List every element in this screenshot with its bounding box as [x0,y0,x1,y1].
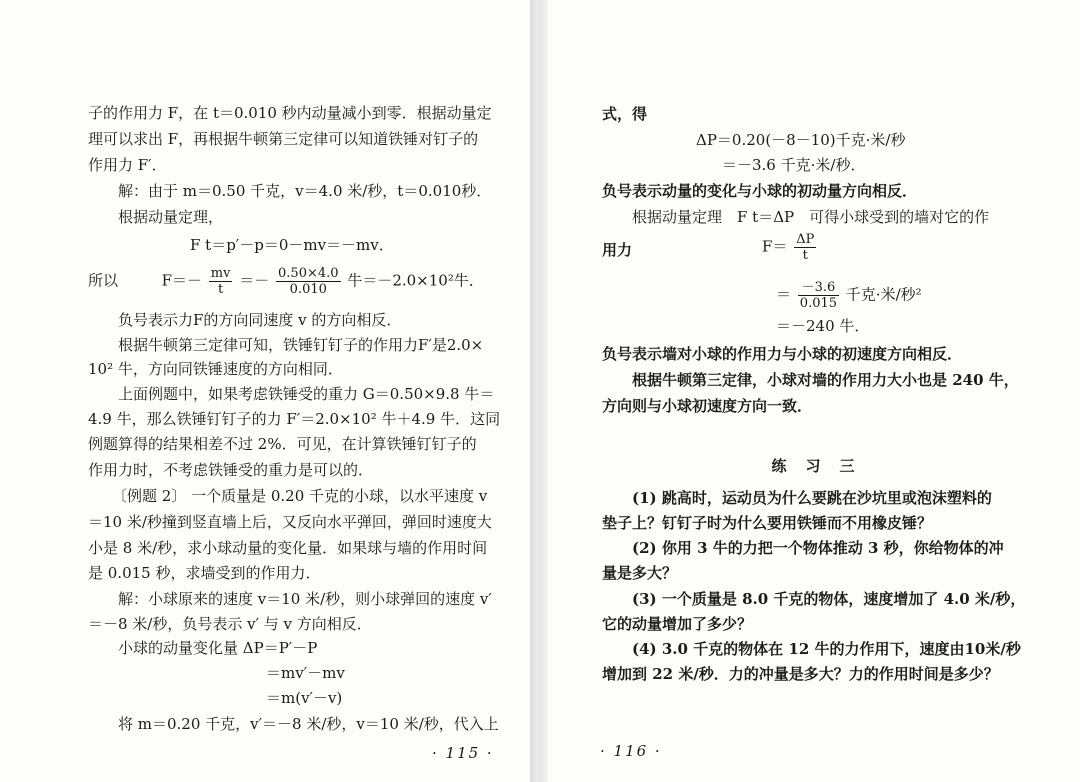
text-line: ＝－8 米/秒，负号表示 v′ 与 v 方向相反． [88,615,372,633]
formula-F-value [776,280,922,311]
text-line: 〔例题 2〕 一个质量是 0.20 千克的小球，以水平速度 v [112,487,488,505]
denominator: 0.015 [799,296,838,311]
text-line: 例题算得的结果相差不过 2%．可见，在计算铁锤钉钉子的 [88,435,477,453]
page-number: · 115 · [432,744,494,762]
formula-prefix: 所以 [88,271,119,290]
exercise-line: (4) 3.0 千克的物体在 12 牛的力作用下，速度由10米/秒 [632,640,1021,658]
denominator: 0.010 [289,282,327,297]
text-line: 子的作用力 F，在 t＝0.010 秒内动量减小到零．根据动量定 [88,104,492,122]
text-line: 负号表示力F的方向同速度 v 的方向相反． [118,311,402,329]
text-line: 式，得 [602,105,648,123]
page-number: · 116 · [600,742,662,760]
text-line: 根据动量定理， [118,208,224,226]
text-line: 方向则与小球初速度方向一致． [602,397,813,415]
denominator: t [802,248,808,263]
text-line: 将 m＝0.20 千克，v′＝－8 米/秒，v＝10 米/秒，代入上 [118,715,499,733]
formula-eq: ＝ [776,285,792,304]
formula-line: ＝m(v′－v) [266,689,343,707]
numerator: ΔP [796,232,815,247]
formula-tail: 牛＝－2.0×10²牛． [347,271,484,290]
left-page [0,0,530,782]
formula-line: ＝mv′－mv [266,664,345,682]
text-line: 理可以求出 F，再根据牛顿第三定律可以知道铁锤对钉子的 [88,130,479,148]
exercise-line: 增加到 22 米/秒．力的冲量是多大？力的作用时间是多少？ [602,665,999,683]
numerator: mv [210,266,231,281]
formula-line: ＝－3.6 千克·米/秒． [722,156,866,174]
formula-lhs: F＝－ [161,271,202,290]
text-line: 作用力时，不考虑铁锤受的重力是可以的． [88,461,374,479]
text-line: 解：由于 m＝0.50 千克，v＝4.0 米/秒，t＝0.010秒． [118,182,492,200]
book-gutter [530,0,548,782]
right-page [548,0,1080,782]
formula-line: F t＝p′－p＝0－mv＝－mv． [190,236,394,254]
text-line: 根据牛顿第三定律，小球对墙的作用力大小也是 240 牛， [632,371,1019,389]
exercise-line: 垫子上？钉钉子时为什么要用铁锤而不用橡皮锤？ [602,514,933,532]
text-line: 10² 牛，方向同铁锤速度的方向相同． [88,360,343,378]
text-line: ＝10 米/秒撞到竖直墙上后，又反向水平弹回，弹回时速度大 [88,513,492,531]
formula-eq: ＝－ [239,271,270,290]
exercise-line: (1) 跳高时，运动员为什么要跳在沙坑里或泡沫塑料的 [632,489,992,507]
exercise-line: 它的动量增加了多少？ [602,615,753,633]
text-line: 解：小球原来的速度 v＝10 米/秒，则小球弹回的速度 v′ [118,590,492,608]
fraction [209,266,233,297]
text-line: 小是 8 米/秒，求小球动量的变化量．如果球与墙的作用时间 [88,539,488,557]
formula-lhs: F＝ [762,237,788,256]
numerator: 0.50×4.0 [278,266,339,281]
numerator: －3.6 [798,280,839,296]
text-line: 根据动量定理 F t＝ΔP 可得小球受到的墙对它的作 [632,208,990,226]
text-line: 小球的动量变化量 ΔP＝P′－P [118,639,318,657]
exercise-title: 练 习 三 [771,457,857,475]
fraction [276,266,341,297]
fraction [798,280,839,311]
text-line: 根据牛顿第三定律可知，铁锤钉钉子的作用力F′是2.0× [118,336,484,354]
denominator: t [218,282,224,297]
text-line: 负号表示动量的变化与小球的初动量方向相反． [602,182,918,200]
formula-line: ＝－240 牛． [776,317,870,335]
formula-line: ΔP＝0.20(－8－10)千克·米/秒 [696,131,906,149]
exercise-line: (3) 一个质量是 8.0 千克的物体，速度增加了 4.0 米/秒， [632,590,1026,608]
formula-F [88,266,484,297]
text-line: 是 0.015 秒，求墙受到的作用力． [88,564,321,582]
exercise-line: 量是多大？ [602,564,678,582]
formula-F-impulse [762,232,818,263]
text-line: 负号表示墙对小球的作用力与小球的初速度方向相反． [602,345,963,363]
text-line: 上面例题中，如果考虑铁锤受的重力 G＝0.50×9.8 牛＝ [118,385,495,403]
text-line: 作用力 F′． [88,156,167,174]
text-line: 用力 [602,241,633,259]
exercise-line: (2) 你用 3 牛的力把一个物体推动 3 秒，你给物体的冲 [632,539,1004,557]
formula-tail: 千克·米/秒² [845,285,922,304]
fraction [794,232,816,263]
text-line: 4.9 牛，那么铁锤钉钉子的力 F′＝2.0×10² 牛＋4.9 牛．这同 [88,410,501,428]
